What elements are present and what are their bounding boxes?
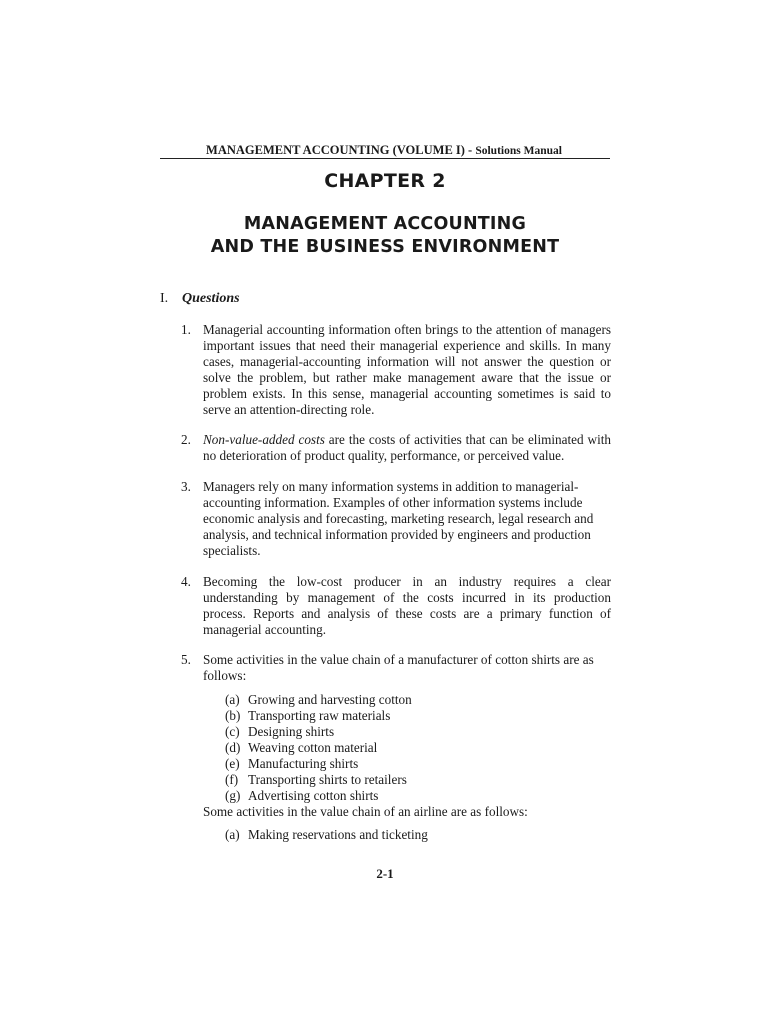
running-header-subtitle: Solutions Manual: [475, 145, 562, 157]
section-numeral: I.: [160, 291, 169, 306]
questions-list: [181, 322, 611, 858]
list-item: [225, 692, 611, 708]
list-item: [225, 788, 611, 804]
list-item: [225, 740, 611, 756]
running-header-title: MANAGEMENT ACCOUNTING (VOLUME I) -: [206, 143, 473, 157]
list-item-text: Manufacturing shirts: [248, 755, 359, 771]
list-item-text: Transporting shirts to retailers: [248, 771, 407, 787]
question-number: 1.: [181, 322, 191, 337]
list-item-text: Weaving cotton material: [248, 739, 378, 755]
chapter-title-line-2: AND THE BUSINESS ENVIRONMENT: [210, 237, 560, 257]
question-content: [203, 652, 611, 843]
list-item: [225, 772, 611, 788]
question-number: 2.: [181, 432, 191, 448]
list-item-text: Designing shirts: [248, 724, 335, 740]
list-item-label: (g): [225, 787, 241, 803]
chapter-title: [160, 213, 610, 259]
list-item-label: (a): [225, 827, 240, 843]
chapter-label: CHAPTER 2: [324, 170, 446, 192]
question-1: [181, 322, 611, 417]
airline-activities-list: [225, 827, 611, 843]
question-3: [181, 479, 611, 559]
question-number: 4.: [181, 573, 191, 589]
defined-term: Non-value-added costs: [203, 432, 325, 448]
question-2: [181, 432, 611, 464]
chapter-title-line-1: MANAGEMENT ACCOUNTING: [243, 214, 527, 234]
page-number: 2-1: [376, 866, 394, 881]
list-item-text: Advertising cotton shirts: [248, 787, 379, 803]
section-heading: [160, 291, 240, 307]
list-item-text: Making reservations and ticketing: [248, 827, 428, 843]
list-item: [225, 827, 611, 843]
question-text: Some activities in the value chain of a manufacturer of cotton shirts are as follows:: [203, 652, 594, 684]
list-item-label: (e): [225, 755, 240, 771]
running-header: [160, 143, 608, 158]
list-item: [225, 724, 611, 740]
question-text: Becoming the low-cost producer in an industry requires a clear understanding by management of the costs incurred in its production process. Reports and analysis of these costs are a primary function of managerial accounting.: [203, 573, 611, 637]
list-item-label: (b): [225, 708, 241, 724]
list-item-text: Growing and harvesting cotton: [248, 692, 412, 708]
question-text: [203, 432, 611, 464]
list-item-label: (a): [225, 692, 240, 708]
question-4: [181, 574, 611, 638]
list-item-text: Transporting raw materials: [248, 708, 391, 724]
airline-intro: Some activities in the value chain of an airline are as follows:: [203, 803, 528, 819]
list-item-label: (d): [225, 739, 241, 755]
shirt-activities-list: [225, 692, 611, 803]
list-item: [225, 756, 611, 772]
list-item: [225, 708, 611, 724]
question-text: Managerial accounting information often brings to the attention of managers important issues that need their managerial experience and skills. In many cases, managerial-accounting information will not answer the question or solve the problem, but rather make management aware that the issue or problem exists. In this sense, managerial accounting sometimes is said to serve an attention-directing role.: [203, 322, 611, 417]
definition-text: are the costs of activities that can be eliminated with no deterioration of product quality, performance, or perceived value.: [203, 432, 611, 464]
header-divider: [160, 158, 610, 159]
list-item-label: (f): [225, 771, 239, 787]
list-item-label: (c): [225, 724, 240, 740]
question-text: Managers rely on many information systems in addition to managerial-accounting information. Examples of other information systems include economic analysis and forecasting, marketing research, legal research and analysis, and technical information provided by engineers and production specialists.: [203, 479, 594, 558]
question-number: 3.: [181, 479, 191, 495]
question-5: [181, 652, 611, 843]
question-number: 5.: [181, 652, 191, 668]
section-title: Questions: [182, 291, 240, 306]
